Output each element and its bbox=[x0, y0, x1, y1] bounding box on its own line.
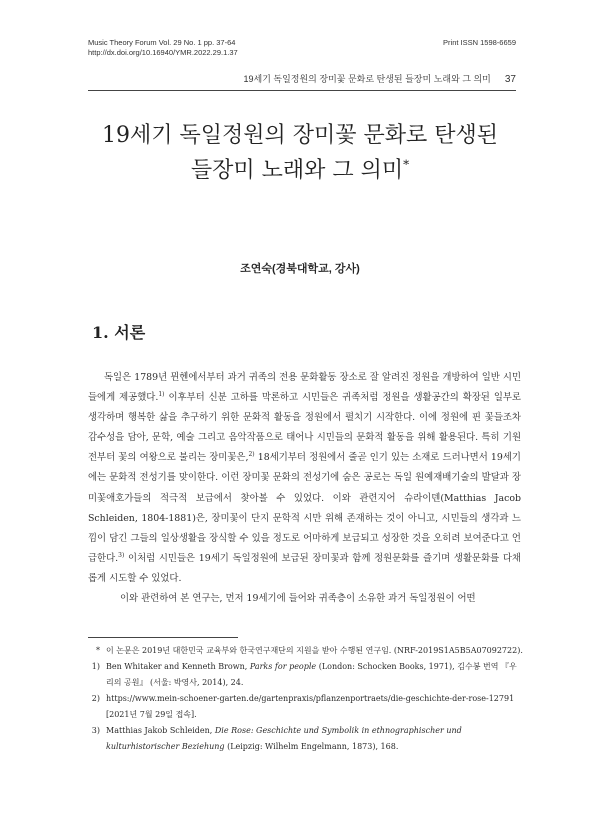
running-title: 19세기 독일정원의 장미꽃 문화로 탄생된 들장미 노래와 그 의미 bbox=[243, 74, 491, 84]
paragraph-1 bbox=[88, 368, 521, 589]
section-heading: 1. 서론 bbox=[92, 323, 146, 342]
p1-part-a: 독일은 1789년 뮌헨에서부터 과거 귀족의 전용 문화활동 장소로 잘 알려진 정원을 개방하여 일반 시민들에게 제공했다. bbox=[88, 372, 521, 404]
issn-label: Print ISSN 1598-6659 bbox=[443, 38, 516, 47]
fn3-part-b: (Leipzig: Wilhelm Engelmann, 1873), 168. bbox=[224, 742, 399, 751]
body-text bbox=[88, 368, 521, 609]
title-footnote-mark[interactable]: * bbox=[403, 157, 410, 172]
journal-header bbox=[88, 38, 238, 58]
page-number: 37 bbox=[504, 74, 516, 85]
footnote-mark: 1) bbox=[91, 662, 100, 671]
title-line-1: 19세기 독일정원의 장미꽃 문화로 탄생된 bbox=[102, 123, 498, 148]
footnote-ref-3[interactable]: 3) bbox=[118, 551, 125, 559]
p1-part-c: 18세기부터 정원에서 줄곧 인기 있는 소재로 드러나면서 19세기에는 문화적 전성기를 맞이한다. 이런 장미꽃 문화의 전성기에 숨은 공로는 독일 원예재배기술의 발달과 장미꽃애호가들의 적극적 보급에서 찾아볼 수 있었다. 이와 관련지어 슈라이덴(Matthias Jacob Schleiden, 1804-1881)은, 장미꽃이 단지 문학적 시만 위해 존재하는 것이 아니고, 시민들의 생각과 느낌이 담긴 그들의 일상생활을 장식할 수 있을 정도로 어마하게 보급되고 성장한 것을 오히려 보여준다고 언급한다. bbox=[88, 452, 521, 564]
footnote-1 bbox=[88, 659, 524, 691]
footnote-text bbox=[106, 723, 524, 755]
author-line: 조연숙(경북대학교, 강사) bbox=[240, 263, 360, 275]
footnote-text: 이 논문은 2019년 대한민국 교육부와 한국연구재단의 지원을 받아 수행된 연구임. (NRF-2019S1A5B5A07092722). bbox=[106, 646, 523, 655]
footnote-2 bbox=[88, 691, 524, 723]
p1-part-b: 이후부터 신분 고하를 막론하고 시민들은 귀족처럼 정원을 생활공간의 확장된 일부로 생각하며 행복한 삶을 추구하기 위한 문화적 활동을 정원에서 펼치기 시작한다. 이에 정원에 핀 꽃들조차 감수성을 담아, 문학, 예술 그리고 음악작품으로 태어나 시민들의 문화적 활동을 위해 활용된다. 특히 기원전부터 꽃의 여왕으로 불리는 장미꽃은, bbox=[88, 392, 521, 464]
paper-title bbox=[0, 118, 600, 188]
fn3-book-title: Die Rose: Geschichte und Symbolik in ethnographischer und kulturhistorischer Beziehung bbox=[106, 726, 462, 751]
header-rule bbox=[88, 90, 516, 91]
fn1-part-b: (London: Schocken Books, 1971), 김수봉 번역 『우리의 공원』 (서울: 박영사, 2014), 24. bbox=[106, 662, 517, 687]
footnote-rule bbox=[88, 637, 238, 638]
title-line-2 bbox=[0, 153, 600, 188]
doi-link[interactable]: http://dx.doi.org/10.16940/YMR.2022.29.1.37 bbox=[88, 48, 238, 57]
footnote-mark: * bbox=[96, 646, 100, 655]
p1-part-d: 이처럼 시민들은 19세기 독일정원에 보급된 장미꽃과 함께 정원문화를 즐기며 생활문화를 다채롭게 시도할 수 있었다. bbox=[88, 552, 521, 584]
footnote-ref-2[interactable]: 2) bbox=[248, 451, 255, 459]
fn3-part-a: Matthias Jakob Schleiden, bbox=[106, 726, 215, 735]
fn1-book-title: Parks for people bbox=[249, 662, 317, 671]
footnotes bbox=[88, 643, 524, 755]
footnote-mark: 3) bbox=[91, 726, 100, 735]
fn1-part-a: Ben Whitaker and Kenneth Brown, bbox=[106, 662, 250, 671]
journal-citation: Music Theory Forum Vol. 29 No. 1 pp. 37-64 bbox=[88, 38, 236, 47]
footnote-ref-1[interactable]: 1) bbox=[158, 390, 165, 398]
running-header bbox=[244, 72, 517, 85]
title-line-2-text: 들장미 노래와 그 의미 bbox=[190, 158, 404, 183]
paragraph-2: 이와 관련하여 본 연구는, 먼저 19세기에 들어와 귀족층이 소유한 과거 독일정원이 어떤 bbox=[120, 593, 476, 605]
footnote-url[interactable]: https://www.mein-schoener-garten.de/gartenpraxis/pflanzenportraets/die-geschichte-der-rose-12791 [2021년 7월 29일 접속]. bbox=[106, 694, 515, 719]
footnote-3 bbox=[88, 723, 524, 755]
footnote-text bbox=[106, 659, 524, 691]
footnote-mark: 2) bbox=[91, 694, 100, 703]
footnote-acknowledgment bbox=[88, 643, 524, 659]
